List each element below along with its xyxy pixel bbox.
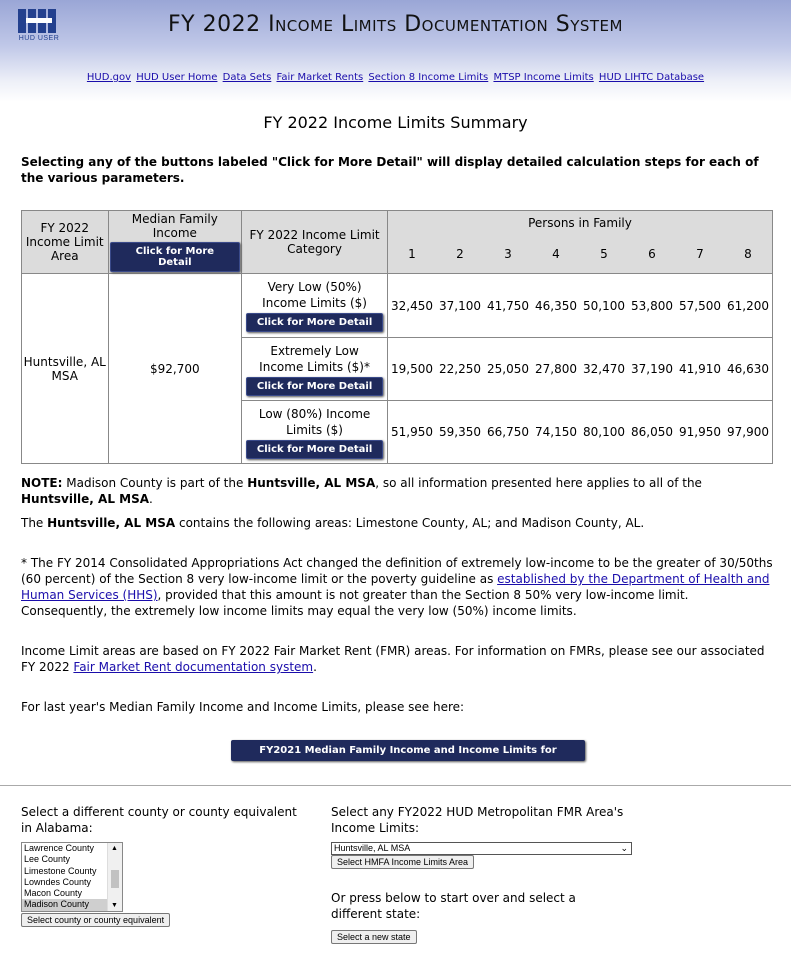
county-option[interactable]: Macon County — [24, 888, 83, 899]
county-option[interactable]: Lee County — [24, 854, 71, 865]
restart-label: Or press below to start over and select a different state: — [331, 891, 576, 921]
value-cell: 41,750 — [484, 274, 532, 338]
value-cell: 46,630 — [724, 338, 773, 401]
intro-text: Selecting any of the buttons labeled "Click for More Detail" will display detailed calculation steps for each of the various parameters. — [21, 155, 759, 185]
header-area: FY 2022 Income Limit Area — [22, 211, 109, 274]
logo-text: HUD USER — [18, 35, 60, 42]
value-cell: 37,100 — [436, 274, 484, 338]
listbox-scrollbar[interactable] — [107, 843, 122, 911]
header-category: FY 2022 Income Limit Category — [242, 211, 388, 274]
value-cell: 37,190 — [628, 338, 676, 401]
county-option[interactable]: Lawrence County — [24, 843, 95, 853]
note-label: NOTE: — [21, 476, 63, 490]
header-median — [108, 211, 242, 274]
fmr-part2: . — [313, 660, 317, 674]
nav-link-lihtc-database[interactable]: HUD LIHTC Database — [598, 72, 705, 83]
scroll-down-icon[interactable]: ▼ — [111, 902, 118, 909]
metro-select-label: Select any FY2022 HUD Metropolitan FMR Area's Income Limits: — [331, 805, 624, 835]
site-title: FY 2022 Income Limits Documentation System — [168, 12, 623, 37]
note-part2: , so all information presented here applies to all of the — [375, 476, 702, 490]
extremely-low-detail-button[interactable]: Click for More Detail — [246, 377, 383, 396]
select-new-state-button[interactable]: Select a new state — [331, 930, 417, 944]
metro-area-selected: Huntsville, AL MSA — [334, 843, 411, 853]
chevron-down-icon: ⌄ — [620, 843, 628, 853]
header-size-3: 3 — [484, 235, 532, 273]
value-cell: 32,470 — [580, 338, 628, 401]
header-size-6: 6 — [628, 235, 676, 273]
value-cell: 91,950 — [676, 401, 724, 464]
metro-area-select[interactable] — [331, 842, 632, 855]
scroll-thumb[interactable] — [111, 870, 119, 888]
header-size-4: 4 — [532, 235, 580, 273]
header-size-1: 1 — [388, 235, 437, 273]
county-option[interactable]: Limestone County — [24, 865, 97, 876]
table-row — [22, 274, 773, 338]
median-detail-button[interactable]: Click for More Detail — [110, 242, 241, 272]
very-low-detail-button[interactable]: Click for More Detail — [246, 313, 383, 332]
fmr-text — [21, 643, 773, 675]
category-cell — [242, 338, 388, 401]
value-cell: 32,450 — [388, 274, 437, 338]
contains-part2: contains the following areas: Limestone County, AL; and Madison County, AL. — [175, 516, 645, 530]
select-county-button[interactable]: Select county or county equivalent — [21, 913, 170, 927]
value-cell: 80,100 — [580, 401, 628, 464]
value-cell: 50,100 — [580, 274, 628, 338]
footnote-part1: * The FY 2014 Consolidated Appropriations Act changed the definition of extremely low-income to be the greater of 30/50ths (60 percent) of the Section 8 very low-income limit or the poverty guideline as — [21, 556, 773, 586]
value-cell: 51,950 — [388, 401, 437, 464]
value-cell: 74,150 — [532, 401, 580, 464]
contains-text — [21, 515, 773, 531]
contains-area: Huntsville, AL MSA — [47, 516, 176, 530]
category-cell — [242, 274, 388, 338]
header-size-5: 5 — [580, 235, 628, 273]
nav-link-mtsp-income-limits[interactable]: MTSP Income Limits — [493, 72, 594, 83]
area-cell: Huntsville, AL MSA — [22, 274, 109, 464]
fy2021-button[interactable]: FY2021 Median Family Income and Income Limits for Huntsville, AL MSA — [231, 740, 585, 761]
note-text — [21, 475, 773, 507]
header-size-7: 7 — [676, 235, 724, 273]
fmr-docs-link[interactable]: Fair Market Rent documentation system — [73, 660, 314, 674]
footnote-text — [21, 555, 773, 619]
nav-link-data-sets[interactable]: Data Sets — [222, 72, 272, 83]
header-persons: Persons in Family — [388, 211, 773, 236]
footnote-part2: , provided that this amount is not greater than the Section 8 50% very low-income limit. Consequently, the extremely low income limits may equal the very low (50%) income limits. — [21, 588, 689, 618]
fmr-part1: Income Limit areas are based on FY 2022 Fair Market Rent (FMR) areas. For information on FMRs, please see our associated FY 2022 — [21, 644, 765, 674]
header-median-label: Median Family Income — [131, 212, 218, 240]
category-label: Low (80%) Income Limits ($) — [258, 406, 371, 437]
value-cell: 66,750 — [484, 401, 532, 464]
county-listbox[interactable] — [21, 842, 123, 912]
value-cell: 41,910 — [676, 338, 724, 401]
page-header — [0, 0, 791, 102]
note-area: Huntsville, AL MSA — [247, 476, 376, 490]
divider — [0, 785, 791, 786]
scroll-up-icon[interactable]: ▲ — [111, 845, 118, 852]
header-size-8: 8 — [724, 235, 773, 273]
summary-title: FY 2022 Income Limits Summary — [263, 113, 528, 132]
value-cell: 19,500 — [388, 338, 437, 401]
median-cell: $92,700 — [108, 274, 242, 464]
income-limits-table — [21, 210, 773, 464]
header-size-2: 2 — [436, 235, 484, 273]
county-select-label: Select a different county or county equivalent in Alabama: — [21, 805, 297, 835]
low-detail-button[interactable]: Click for More Detail — [246, 440, 383, 459]
hhs-link[interactable]: established by the Department of Health and Human Services (HHS) — [21, 572, 770, 602]
nav-link-fair-market-rents[interactable]: Fair Market Rents — [276, 72, 364, 83]
category-cell — [242, 401, 388, 464]
last-year-text: For last year's Median Family Income and Income Limits, please see here: — [21, 700, 465, 714]
note-part3: . — [149, 492, 153, 506]
value-cell: 53,800 — [628, 274, 676, 338]
value-cell: 27,800 — [532, 338, 580, 401]
nav-link-hud-user-home[interactable]: HUD User Home — [136, 72, 218, 83]
county-option[interactable]: Lowndes County — [24, 876, 92, 887]
top-nav — [0, 72, 791, 83]
value-cell: 25,050 — [484, 338, 532, 401]
category-label: Extremely Low Income Limits ($)* — [259, 343, 370, 374]
contains-part1: The — [21, 516, 48, 530]
value-cell: 46,350 — [532, 274, 580, 338]
select-hmfa-button[interactable]: Select HMFA Income Limits Area — [331, 855, 474, 869]
value-cell: 59,350 — [436, 401, 484, 464]
category-label: Very Low (50%) Income Limits ($) — [262, 280, 367, 310]
value-cell: 97,900 — [724, 401, 773, 464]
nav-link-section8-income-limits[interactable]: Section 8 Income Limits — [368, 72, 489, 83]
value-cell: 61,200 — [724, 274, 773, 338]
value-cell: 57,500 — [676, 274, 724, 338]
nav-link-hud-gov[interactable]: HUD.gov — [86, 72, 132, 83]
note-part1: Madison County is part of the — [62, 476, 248, 490]
note-area-2: Huntsville, AL MSA — [21, 492, 150, 506]
county-option-selected[interactable]: Madison County — [22, 899, 122, 910]
value-cell: 22,250 — [436, 338, 484, 401]
value-cell: 86,050 — [628, 401, 676, 464]
